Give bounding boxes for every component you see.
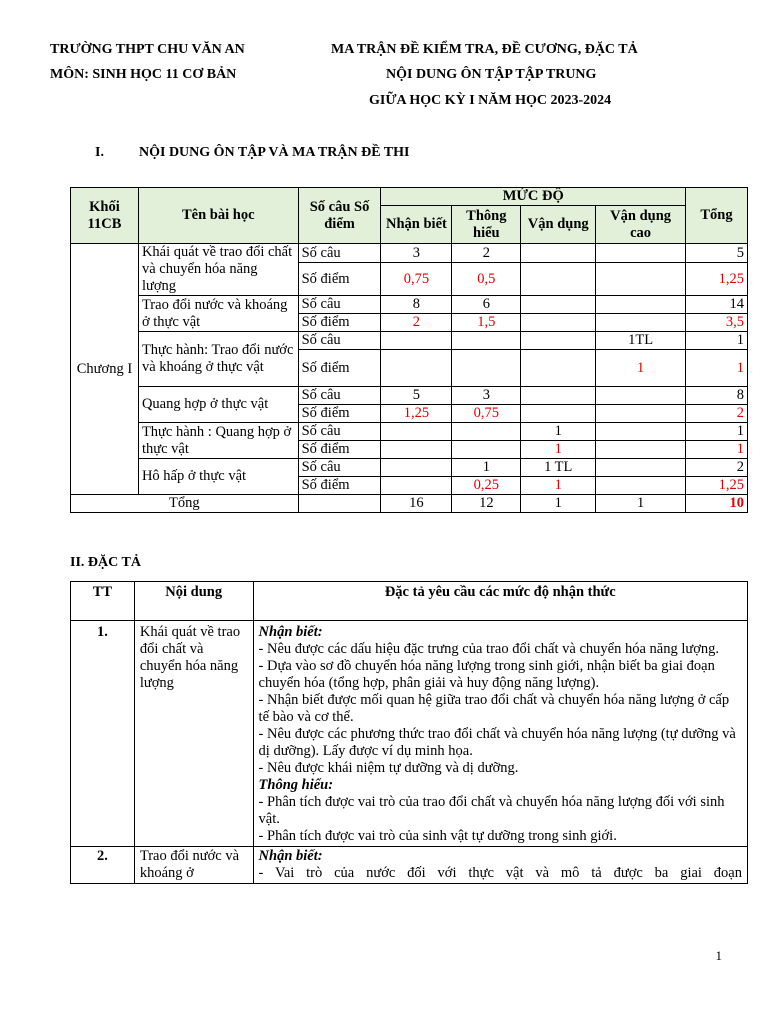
spec-item: - Phân tích được vai trò của trao đổi chất và chuyển hóa năng lượng đối với sinh vật.: [258, 794, 725, 827]
table-row: [71, 847, 748, 884]
table-row: [71, 387, 748, 405]
lesson-name: Quang hợp ở thực vật: [138, 387, 298, 423]
cell-total: 1,25: [686, 477, 748, 495]
cell-nb: [381, 332, 452, 350]
exam-matrix-table: [70, 187, 748, 513]
table-row: [71, 332, 748, 350]
lesson-name: Thực hành : Quang hợp ở thực vật: [138, 423, 298, 459]
spec-row-content: Khái quát về trao đổi chất và chuyển hóa năng lượng: [134, 621, 253, 847]
section1-number: I.: [95, 145, 104, 160]
row-label: Số câu: [298, 387, 381, 405]
header-total: Tổng: [686, 188, 748, 244]
row-label: Số điểm: [298, 350, 381, 387]
cell-nb: [381, 423, 452, 441]
header-nhan-biet: Nhận biết: [381, 206, 452, 244]
spec-item: - Nêu được các dấu hiệu đặc trưng của trao đổi chất và chuyển hóa năng lượng.: [258, 641, 719, 657]
row-label: Số câu: [298, 296, 381, 314]
cell-th: 0,25: [452, 477, 521, 495]
row-label: Số điểm: [298, 263, 381, 296]
spec-item: - Phân tích được vai trò của sinh vật tự dưỡng trong sinh giới.: [258, 828, 617, 844]
doc-title-line3: GIỮA HỌC KỲ I NĂM HỌC 2023-2024: [369, 93, 612, 108]
table-row: [71, 459, 748, 477]
spec-row-content: Trao đổi nước và khoáng ở: [134, 847, 253, 884]
cell-th: 2: [452, 244, 521, 263]
level-label: Nhận biết:: [258, 624, 323, 640]
lesson-name: Trao đổi nước và khoáng ở thực vật: [138, 296, 298, 332]
lesson-name: Hô hấp ở thực vật: [138, 459, 298, 495]
cell-nb: [381, 350, 452, 387]
header-level: MỨC ĐỘ: [381, 188, 686, 206]
cell-vdc: [596, 477, 686, 495]
cell-vdc: [596, 423, 686, 441]
row-label: Số điểm: [298, 405, 381, 423]
header-van-dung: Vận dụng: [521, 206, 596, 244]
school-name: TRƯỜNG THPT CHU VĂN AN: [50, 42, 245, 57]
cell-nb: 2: [381, 314, 452, 332]
table-row: [71, 244, 748, 263]
spec-row-description: [253, 621, 747, 847]
header-lesson: Tên bài học: [138, 188, 298, 244]
total-empty-cell: [298, 495, 381, 513]
section2-title: II. ĐẶC TẢ: [70, 555, 141, 570]
cell-th: [452, 332, 521, 350]
cell-th: [452, 441, 521, 459]
total-nb: 16: [381, 495, 452, 513]
total-label: Tổng: [71, 495, 299, 513]
lesson-name: Thực hành: Trao đổi nước và khoáng ở thực vật: [138, 332, 298, 387]
row-label: Số câu: [298, 459, 381, 477]
row-label: Số câu: [298, 423, 381, 441]
cell-th: 1: [452, 459, 521, 477]
cell-vd: [521, 350, 596, 387]
total-vdc: 1: [596, 495, 686, 513]
row-label: Số điểm: [298, 314, 381, 332]
spec-row-number: 2.: [71, 847, 135, 884]
total-vd: 1: [521, 495, 596, 513]
cell-vd: 1: [521, 423, 596, 441]
cell-vdc: [596, 296, 686, 314]
doc-title-line1: MA TRẬN ĐỀ KIỂM TRA, ĐỀ CƯƠNG, ĐẶC TẢ: [331, 42, 638, 57]
cell-nb: 8: [381, 296, 452, 314]
cell-th: 3: [452, 387, 521, 405]
cell-nb: [381, 441, 452, 459]
cell-vdc: [596, 314, 686, 332]
cell-total: 5: [686, 244, 748, 263]
cell-vdc: 1TL: [596, 332, 686, 350]
section1-title: NỘI DUNG ÔN TẬP VÀ MA TRẬN ĐỀ THI: [139, 145, 410, 160]
cell-vd: [521, 332, 596, 350]
header-khoi: Khối 11CB: [71, 188, 139, 244]
row-label: Số câu: [298, 332, 381, 350]
lesson-name: Khái quát về trao đổi chất và chuyển hóa năng lượng: [138, 244, 298, 296]
cell-th: 6: [452, 296, 521, 314]
spec-item: - Nhận biết được mối quan hệ giữa trao đổi chất và chuyển hóa năng lượng ở cấp tế bào và cơ thể.: [258, 692, 730, 725]
cell-th: 1,5: [452, 314, 521, 332]
cell-vdc: [596, 405, 686, 423]
cell-vd: 1: [521, 477, 596, 495]
spec-item: - Vai trò của nước đối với thực vật và mô tả được ba giai đoạn: [258, 865, 742, 881]
cell-total: 8: [686, 387, 748, 405]
header-van-dung-cao: Vận dụng cao: [596, 206, 686, 244]
cell-vd: [521, 387, 596, 405]
spec-row-number: 1.: [71, 621, 135, 847]
table-row: [71, 296, 748, 314]
cell-vdc: [596, 459, 686, 477]
subject-name: MÔN: SINH HỌC 11 CƠ BẢN: [50, 67, 237, 82]
table-row: [71, 423, 748, 441]
spec-item: - Nêu được các phương thức trao đổi chất và chuyển hóa năng lượng (tự dưỡng và dị dưỡng). Lấy được ví dụ minh họa.: [258, 726, 736, 759]
cell-vdc: 1: [596, 350, 686, 387]
cell-vd: 1: [521, 441, 596, 459]
cell-total: 1,25: [686, 263, 748, 296]
cell-nb: [381, 477, 452, 495]
table-row: [71, 621, 748, 847]
header-thong-hieu: Thông hiểu: [452, 206, 521, 244]
cell-vd: 1 TL: [521, 459, 596, 477]
cell-vd: [521, 244, 596, 263]
cell-nb: 1,25: [381, 405, 452, 423]
spec-item: - Dựa vào sơ đồ chuyển hóa năng lượng trong sinh giới, nhận biết ba giai đoạn chuyển hóa (tổng hợp, phân giải và huy động năng lượng).: [258, 658, 715, 691]
spec-row-description: [253, 847, 747, 884]
page-number: 1: [715, 948, 722, 963]
spec-header-content: Nội dung: [134, 582, 253, 621]
cell-total: 2: [686, 459, 748, 477]
cell-total: 3,5: [686, 314, 748, 332]
cell-total: 1: [686, 332, 748, 350]
cell-vd: [521, 296, 596, 314]
chapter-cell: Chương I: [71, 244, 139, 495]
cell-vdc: [596, 441, 686, 459]
level-label: Thông hiểu:: [258, 777, 334, 793]
row-label: Số câu: [298, 244, 381, 263]
total-row: [71, 495, 748, 513]
spec-item: - Nêu được khái niệm tự dưỡng và dị dưỡng.: [258, 760, 519, 776]
doc-title-line2: NỘI DUNG ÔN TẬP TẬP TRUNG: [386, 67, 597, 82]
cell-th: [452, 350, 521, 387]
cell-total: 1: [686, 350, 748, 387]
cell-total: 1: [686, 423, 748, 441]
cell-th: 0,75: [452, 405, 521, 423]
spec-header-description: Đặc tả yêu cầu các mức độ nhận thức: [253, 582, 747, 621]
cell-vdc: [596, 263, 686, 296]
total-sum: 10: [686, 495, 748, 513]
cell-vd: [521, 263, 596, 296]
cell-vd: [521, 405, 596, 423]
spec-table: [70, 581, 748, 884]
cell-nb: [381, 459, 452, 477]
cell-vdc: [596, 387, 686, 405]
spec-header-tt: TT: [71, 582, 135, 621]
cell-total: 14: [686, 296, 748, 314]
header-count-score: Số câu Số điểm: [298, 188, 381, 244]
cell-th: [452, 423, 521, 441]
cell-th: 0,5: [452, 263, 521, 296]
cell-total: 1: [686, 441, 748, 459]
cell-vd: [521, 314, 596, 332]
row-label: Số điểm: [298, 441, 381, 459]
row-label: Số điểm: [298, 477, 381, 495]
cell-total: 2: [686, 405, 748, 423]
cell-nb: 3: [381, 244, 452, 263]
cell-nb: 0,75: [381, 263, 452, 296]
level-label: Nhận biết:: [258, 848, 323, 864]
total-th: 12: [452, 495, 521, 513]
cell-nb: 5: [381, 387, 452, 405]
cell-vdc: [596, 244, 686, 263]
